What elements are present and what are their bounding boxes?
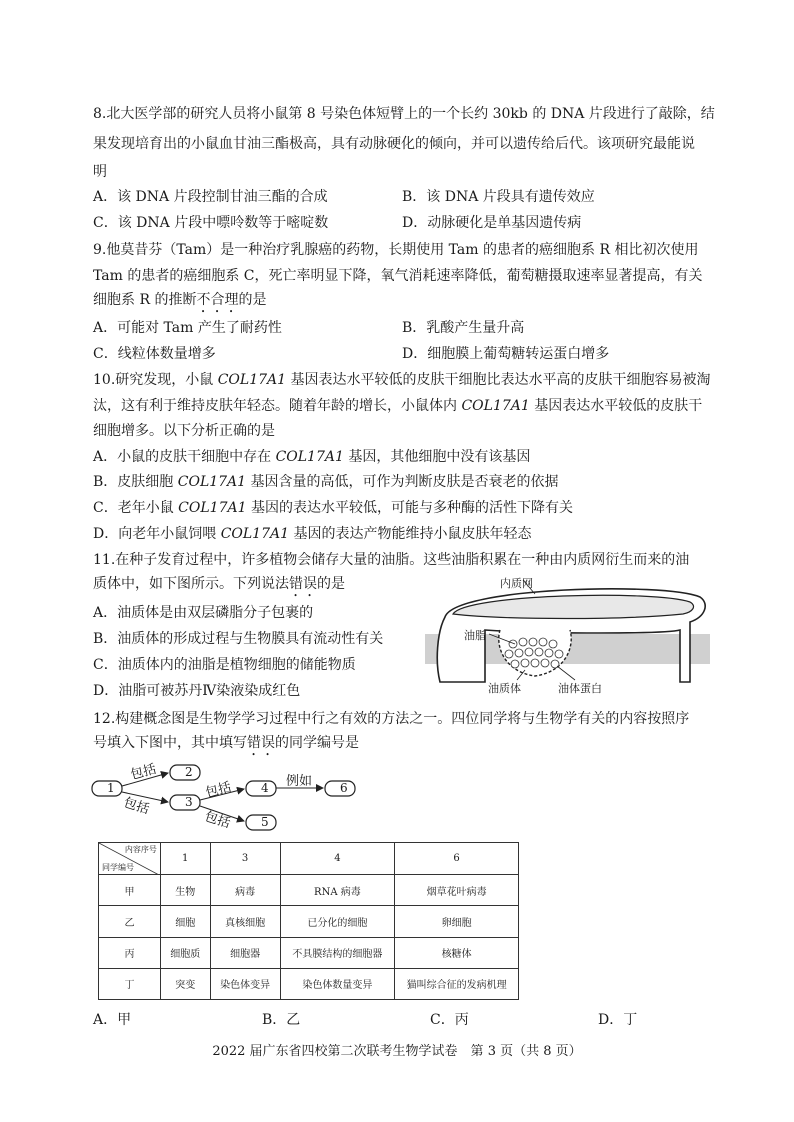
table-row (99, 875, 519, 906)
q11-l2-c: 的是 (317, 576, 345, 592)
q12-option-c: C．丙 (430, 1012, 469, 1028)
q8-option-b: B．该 DNA 片段具有遗传效应 (402, 189, 595, 205)
q11-option-d: D．油脂可被苏丹Ⅳ染液染成红色 (93, 683, 301, 699)
protein-pointer (557, 666, 575, 680)
answer-table (98, 842, 519, 1000)
q12-stem-line2 (93, 733, 359, 759)
edge-label-include-1: 包括 (129, 761, 159, 784)
label-oil: 油脂 (464, 629, 486, 642)
q10-opt-c-text: C．老年小鼠 (93, 500, 179, 516)
table-row-name: 丙 (99, 937, 161, 968)
q12-option-a: A．甲 (93, 1012, 132, 1028)
q11-option-a: A．油质体是由双层磷脂分子包裹的 (93, 605, 314, 621)
node-3-label: 3 (185, 795, 193, 809)
table-row (99, 968, 519, 999)
table-row-name: 甲 (99, 875, 161, 906)
table-cell: RNA 病毒 (280, 875, 395, 906)
table-cell: 不具膜结构的细胞器 (280, 937, 395, 968)
q10-option-a (93, 447, 530, 467)
q9-option-a: A．可能对 Tam 产生了耐药性 (93, 320, 282, 336)
q11-option-c: C．油质体内的油脂是植物细胞的储能物质 (93, 657, 356, 673)
edge-label-include-3: 包括 (204, 779, 234, 802)
q10-opt-b-text2: 基因含量的高低，可作为判断皮肤是否衰老的依据 (246, 474, 559, 490)
q10-opt-d-text: D．向老年小鼠饲喂 (93, 526, 221, 542)
q10-gene: COL17A1 (220, 526, 290, 542)
table-cell: 卵细胞 (395, 906, 519, 937)
table-cell: 突变 (160, 968, 210, 999)
q10-gene: COL17A1 (461, 398, 530, 414)
table-row-name: 乙 (99, 906, 161, 937)
q10-gene: COL17A1 (275, 449, 344, 465)
q10-opt-b-text: B．皮肤细胞 (93, 474, 178, 490)
q9-stem-line3 (93, 290, 266, 316)
q9-emphasis: 不合理 (196, 292, 239, 308)
q9-option-b: B．乳酸产生量升高 (402, 320, 525, 336)
q11-option-b: B．油质体的形成过程与生物膜具有流动性有关 (93, 631, 384, 647)
q12-option-b: B．乙 (262, 1012, 301, 1028)
q8-stem-line1: 8.北大医学部的研究人员将小鼠第 8 号染色体短臂上的一个长约 30kb 的 DNA 片段进行了敲除，结 (93, 106, 715, 122)
table-cell: 已分化的细胞 (280, 906, 395, 937)
q8-stem-line2: 果发现培育出的小鼠血甘油三酯极高，具有动脉硬化的倾向，并可以遗传给后代。该项研究最能说 (93, 136, 695, 152)
table-col-header: 3 (210, 843, 280, 875)
header-bottom-label: 同学编号 (102, 863, 134, 872)
edge-label-example: 例如 (286, 774, 313, 789)
table-col-header: 1 (160, 843, 210, 875)
label-oil-protein: 油体蛋白 (558, 682, 602, 695)
table-row-name: 丁 (99, 968, 161, 999)
q10-option-c (93, 498, 573, 518)
q10-option-b (93, 472, 559, 492)
q10-l1-b: 基因表达水平较低的皮肤干细胞比表达水平高的皮肤干细胞容易被淘 (286, 372, 711, 388)
table-cell: 病毒 (210, 875, 280, 906)
q10-opt-c-text2: 基因的表达水平较低，可能与多种酶的活性下降有关 (246, 500, 573, 516)
q8-option-d: D．动脉硬化是单基因遗传病 (402, 215, 582, 231)
q10-opt-d-text2: 基因的表达产物能维持小鼠皮肤年轻态 (289, 526, 532, 542)
q11-stem-line2 (93, 574, 345, 600)
table-cell: 猫叫综合征的发病机理 (395, 968, 519, 999)
table-cell: 核糖体 (395, 937, 519, 968)
table-row (99, 906, 519, 937)
table-row (99, 937, 519, 968)
edge-label-include-2: 包括 (121, 795, 152, 818)
q9-stem-line1: 9.他莫昔芬（Tam）是一种治疗乳腺癌的药物，长期使用 Tam 的患者的癌细胞系 R 相比初次使用 (93, 242, 699, 258)
q9-stem-line3-a: 细胞系 R 的推断 (93, 292, 197, 308)
node-1-label: 1 (107, 781, 115, 795)
q12-option-d: D．丁 (598, 1012, 638, 1028)
edge-label-include-4: 包括 (202, 809, 233, 832)
node-2-label: 2 (185, 765, 193, 779)
q12-l2-c: 的同学编号是 (275, 735, 359, 751)
q10-l1-a: 10.研究发现，小鼠 (93, 372, 218, 388)
q8-option-c: C．该 DNA 片段中嘌呤数等于嘧啶数 (93, 215, 329, 231)
q11-stem-line1: 11.在种子发育过程中，许多植物会储存大量的油脂。这些油脂积累在一种由内质网衍生而来的油 (93, 552, 690, 568)
q10-l2-b: 基因表达水平较低的皮肤干 (529, 398, 703, 414)
q9-stem-line2: Tam 的患者的癌细胞系 C，死亡率明显下降，氧气消耗速率降低，葡萄糖摄取速率显著提高，有关 (93, 268, 703, 284)
q9-option-d: D．细胞膜上葡萄糖转运蛋白增多 (402, 346, 610, 362)
q10-stem-line1 (93, 370, 711, 390)
q10-l2-a: 汰，这有利于维持皮肤年轻态。随着年龄的增长，小鼠体内 (93, 398, 462, 414)
label-oleosome: 油质体 (488, 682, 521, 695)
node-4-label: 4 (261, 781, 269, 795)
q12-emphasis: 错误 (247, 735, 275, 751)
q8-option-a: A．该 DNA 片段控制甘油三酯的合成 (93, 189, 328, 205)
header-top-label: 内容序号 (124, 845, 157, 854)
q10-stem-line2 (93, 396, 702, 416)
q11-emphasis: 错误 (289, 576, 317, 592)
q10-gene: COL17A1 (178, 500, 247, 516)
q10-gene: COL17A1 (217, 372, 287, 388)
table-cell: 细胞器 (210, 937, 280, 968)
table-cell: 染色体数量变异 (280, 968, 395, 999)
table-col-header: 6 (395, 843, 519, 875)
table-cell: 染色体变异 (210, 968, 280, 999)
table-cell: 细胞 (160, 906, 210, 937)
q11-l2-a: 质体中，如下图所示。下列说法 (93, 576, 289, 592)
table-corner-header (99, 843, 161, 875)
table-cell: 细胞质 (160, 937, 210, 968)
table-cell: 生物 (160, 875, 210, 906)
q10-opt-a-text2: 基因，其他细胞中没有该基因 (343, 449, 531, 465)
q9-stem-line3-c: 的是 (238, 292, 267, 308)
node-6-label: 6 (340, 781, 348, 795)
table-cell: 烟草花叶病毒 (395, 875, 519, 906)
label-er: 内质网 (500, 577, 533, 590)
table-col-header: 4 (280, 843, 395, 875)
node-5-label: 5 (261, 815, 269, 829)
page-footer: 2022 届广东省四校第二次联考生物学试卷 第 3 页（共 8 页） (212, 1044, 582, 1059)
q8-stem-line3: 明 (93, 164, 107, 180)
q10-gene: COL17A1 (177, 474, 247, 490)
q12-stem-line1: 12.构建概念图是生物学学习过程中行之有效的方法之一。四位同学将与生物学有关的内容按照序 (93, 711, 690, 727)
q10-stem-line3: 细胞增多。以下分析正确的是 (93, 423, 275, 439)
q10-opt-a-text: A．小鼠的皮肤干细胞中存在 (93, 449, 276, 465)
q10-option-d (93, 524, 531, 544)
q12-l2-a: 号填入下图中，其中填写 (93, 735, 247, 751)
table-cell: 真核细胞 (210, 906, 280, 937)
q9-option-c: C．线粒体数量增多 (93, 346, 216, 362)
